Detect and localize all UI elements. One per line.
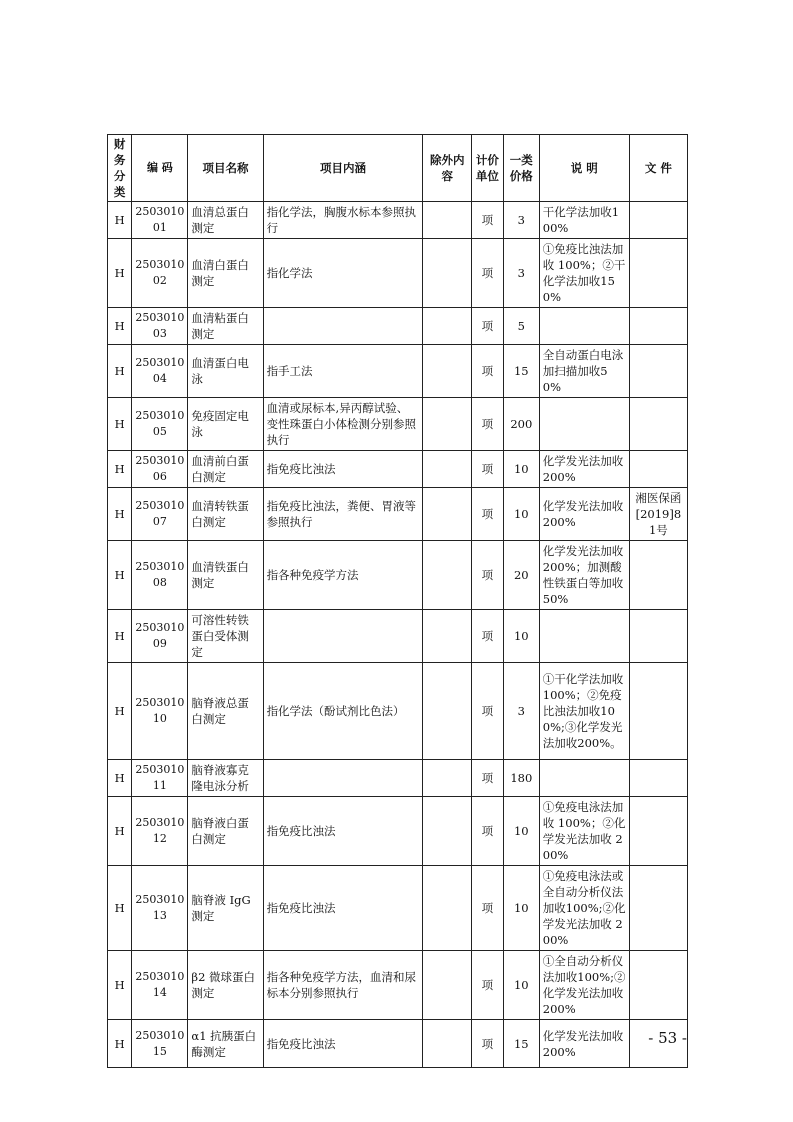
cell-note: 化学发光法加收 200%	[539, 1020, 629, 1068]
cell-exclusions	[423, 866, 472, 951]
cell-category: H	[108, 760, 132, 797]
cell-category: H	[108, 488, 132, 541]
cell-code: 250301015	[132, 1020, 188, 1068]
cell-note: 化学发光法加收 200%	[539, 451, 629, 488]
cell-exclusions	[423, 541, 472, 610]
cell-content: 指化学法（酚试剂比色法）	[263, 663, 423, 760]
cell-content: 指化学法	[263, 239, 423, 308]
cell-category: H	[108, 398, 132, 451]
cell-content: 指免疫比浊法	[263, 797, 423, 866]
header-content: 项目内涵	[263, 135, 423, 202]
cell-unit: 项	[472, 951, 504, 1020]
header-note: 说 明	[539, 135, 629, 202]
table-row	[108, 663, 688, 760]
cell-name: 可溶性转铁蛋白受体测定	[188, 610, 263, 663]
cell-name: 脑脊液白蛋白测定	[188, 797, 263, 866]
header-category: 财务分类	[108, 135, 132, 202]
table-header	[108, 135, 688, 202]
cell-document	[629, 760, 687, 797]
cell-category: H	[108, 451, 132, 488]
cell-name: α1 抗胰蛋白酶测定	[188, 1020, 263, 1068]
cell-price: 20	[503, 541, 539, 610]
cell-category: H	[108, 239, 132, 308]
cell-price: 3	[503, 202, 539, 239]
cell-note: ①免疫电泳法加收 100%；②化学发光法加收 200%	[539, 797, 629, 866]
cell-category: H	[108, 866, 132, 951]
cell-unit: 项	[472, 1020, 504, 1068]
table-row	[108, 797, 688, 866]
cell-code: 250301012	[132, 797, 188, 866]
price-table	[107, 134, 688, 1068]
cell-note: 化学发光法加收 200%	[539, 488, 629, 541]
cell-note: 化学发光法加收 200%；加测酸性铁蛋白等加收 50%	[539, 541, 629, 610]
cell-price: 10	[503, 451, 539, 488]
cell-content: 指免疫比浊法	[263, 451, 423, 488]
cell-code: 250301007	[132, 488, 188, 541]
cell-price: 200	[503, 398, 539, 451]
cell-name: 血清转铁蛋白测定	[188, 488, 263, 541]
cell-document	[629, 345, 687, 398]
header-name: 项目名称	[188, 135, 263, 202]
cell-exclusions	[423, 451, 472, 488]
cell-exclusions	[423, 797, 472, 866]
cell-category: H	[108, 541, 132, 610]
cell-content: 指手工法	[263, 345, 423, 398]
cell-unit: 项	[472, 663, 504, 760]
cell-content: 指化学法，胸腹水标本参照执行	[263, 202, 423, 239]
cell-category: H	[108, 951, 132, 1020]
cell-exclusions	[423, 951, 472, 1020]
cell-code: 250301001	[132, 202, 188, 239]
table-row	[108, 1020, 688, 1068]
cell-unit: 项	[472, 866, 504, 951]
cell-code: 250301014	[132, 951, 188, 1020]
cell-exclusions	[423, 345, 472, 398]
cell-name: 脑脊液总蛋白测定	[188, 663, 263, 760]
cell-content: 指各种免疫学方法	[263, 541, 423, 610]
cell-document	[629, 951, 687, 1020]
cell-note: ①全自动分析仪法加收100%;②化学发光法加收 200%	[539, 951, 629, 1020]
cell-price: 180	[503, 760, 539, 797]
table-row	[108, 451, 688, 488]
cell-name: 血清铁蛋白测定	[188, 541, 263, 610]
cell-price: 10	[503, 488, 539, 541]
cell-unit: 项	[472, 797, 504, 866]
cell-note	[539, 760, 629, 797]
cell-code: 250301005	[132, 398, 188, 451]
table-row	[108, 239, 688, 308]
cell-note	[539, 308, 629, 345]
cell-content: 指免疫比浊法	[263, 1020, 423, 1068]
cell-note	[539, 398, 629, 451]
cell-document	[629, 866, 687, 951]
cell-document	[629, 541, 687, 610]
cell-code: 250301010	[132, 663, 188, 760]
cell-unit: 项	[472, 202, 504, 239]
cell-document	[629, 797, 687, 866]
cell-note	[539, 610, 629, 663]
table-row	[108, 760, 688, 797]
cell-name: 脑脊液寡克隆电泳分析	[188, 760, 263, 797]
cell-code: 250301002	[132, 239, 188, 308]
cell-category: H	[108, 1020, 132, 1068]
cell-exclusions	[423, 398, 472, 451]
table-row	[108, 866, 688, 951]
cell-content: 指各种免疫学方法，血清和尿标本分别参照执行	[263, 951, 423, 1020]
cell-unit: 项	[472, 541, 504, 610]
header-price: 一类价格	[503, 135, 539, 202]
cell-category: H	[108, 202, 132, 239]
cell-unit: 项	[472, 760, 504, 797]
cell-unit: 项	[472, 451, 504, 488]
cell-category: H	[108, 610, 132, 663]
cell-name: β2 微球蛋白测定	[188, 951, 263, 1020]
cell-content	[263, 308, 423, 345]
cell-category: H	[108, 345, 132, 398]
page-number: - 53 -	[648, 1029, 687, 1047]
cell-price: 3	[503, 239, 539, 308]
cell-content: 指免疫比浊法	[263, 866, 423, 951]
cell-document	[629, 610, 687, 663]
cell-code: 250301011	[132, 760, 188, 797]
cell-price: 10	[503, 610, 539, 663]
cell-document	[629, 663, 687, 760]
cell-name: 血清白蛋白测定	[188, 239, 263, 308]
cell-category: H	[108, 663, 132, 760]
cell-code: 250301006	[132, 451, 188, 488]
cell-note: ①免疫比浊法加收 100%；②干化学法加收150%	[539, 239, 629, 308]
cell-unit: 项	[472, 398, 504, 451]
table-row	[108, 951, 688, 1020]
cell-document	[629, 239, 687, 308]
cell-price: 10	[503, 951, 539, 1020]
cell-content: 血清或尿标本,异丙醇试验、变性珠蛋白小体检测分别参照执行	[263, 398, 423, 451]
header-exclusions: 除外内容	[423, 135, 472, 202]
table-row	[108, 308, 688, 345]
cell-price: 15	[503, 1020, 539, 1068]
cell-category: H	[108, 797, 132, 866]
table-row	[108, 202, 688, 239]
cell-content: 指免疫比浊法，粪便、胃液等参照执行	[263, 488, 423, 541]
cell-price: 10	[503, 866, 539, 951]
cell-name: 脑脊液 IgG 测定	[188, 866, 263, 951]
table-body	[108, 202, 688, 1068]
cell-exclusions	[423, 308, 472, 345]
cell-price: 15	[503, 345, 539, 398]
table-row	[108, 488, 688, 541]
cell-category: H	[108, 308, 132, 345]
cell-unit: 项	[472, 308, 504, 345]
cell-exclusions	[423, 760, 472, 797]
cell-exclusions	[423, 1020, 472, 1068]
cell-document	[629, 202, 687, 239]
cell-note: 全自动蛋白电泳加扫描加收50%	[539, 345, 629, 398]
cell-unit: 项	[472, 345, 504, 398]
table-row	[108, 541, 688, 610]
header-row	[108, 135, 688, 202]
cell-exclusions	[423, 488, 472, 541]
cell-price: 5	[503, 308, 539, 345]
cell-name: 血清总蛋白测定	[188, 202, 263, 239]
cell-exclusions	[423, 239, 472, 308]
cell-note: ①干化学法加收 100%；②免疫比浊法加收100%;③化学发光法加收200%。	[539, 663, 629, 760]
cell-code: 250301013	[132, 866, 188, 951]
cell-code: 250301004	[132, 345, 188, 398]
cell-unit: 项	[472, 239, 504, 308]
cell-exclusions	[423, 663, 472, 760]
cell-code: 250301008	[132, 541, 188, 610]
cell-document	[629, 398, 687, 451]
cell-content	[263, 610, 423, 663]
cell-code: 250301009	[132, 610, 188, 663]
cell-exclusions	[423, 610, 472, 663]
cell-unit: 项	[472, 488, 504, 541]
cell-document	[629, 308, 687, 345]
cell-code: 250301003	[132, 308, 188, 345]
table-row	[108, 610, 688, 663]
header-code: 编 码	[132, 135, 188, 202]
cell-content	[263, 760, 423, 797]
header-unit: 计价单位	[472, 135, 504, 202]
header-document: 文 件	[629, 135, 687, 202]
cell-price: 10	[503, 797, 539, 866]
cell-price: 3	[503, 663, 539, 760]
cell-name: 免疫固定电泳	[188, 398, 263, 451]
cell-note: ①免疫电泳法或全自动分析仪法加收100%;②化学发光法加收 200%	[539, 866, 629, 951]
cell-name: 血清蛋白电泳	[188, 345, 263, 398]
cell-name: 血清前白蛋白测定	[188, 451, 263, 488]
cell-document	[629, 451, 687, 488]
table-row	[108, 398, 688, 451]
cell-exclusions	[423, 202, 472, 239]
table-row	[108, 345, 688, 398]
cell-document: 湘医保函[2019]81号	[629, 488, 687, 541]
cell-unit: 项	[472, 610, 504, 663]
cell-note: 干化学法加收100%	[539, 202, 629, 239]
cell-name: 血清粘蛋白测定	[188, 308, 263, 345]
